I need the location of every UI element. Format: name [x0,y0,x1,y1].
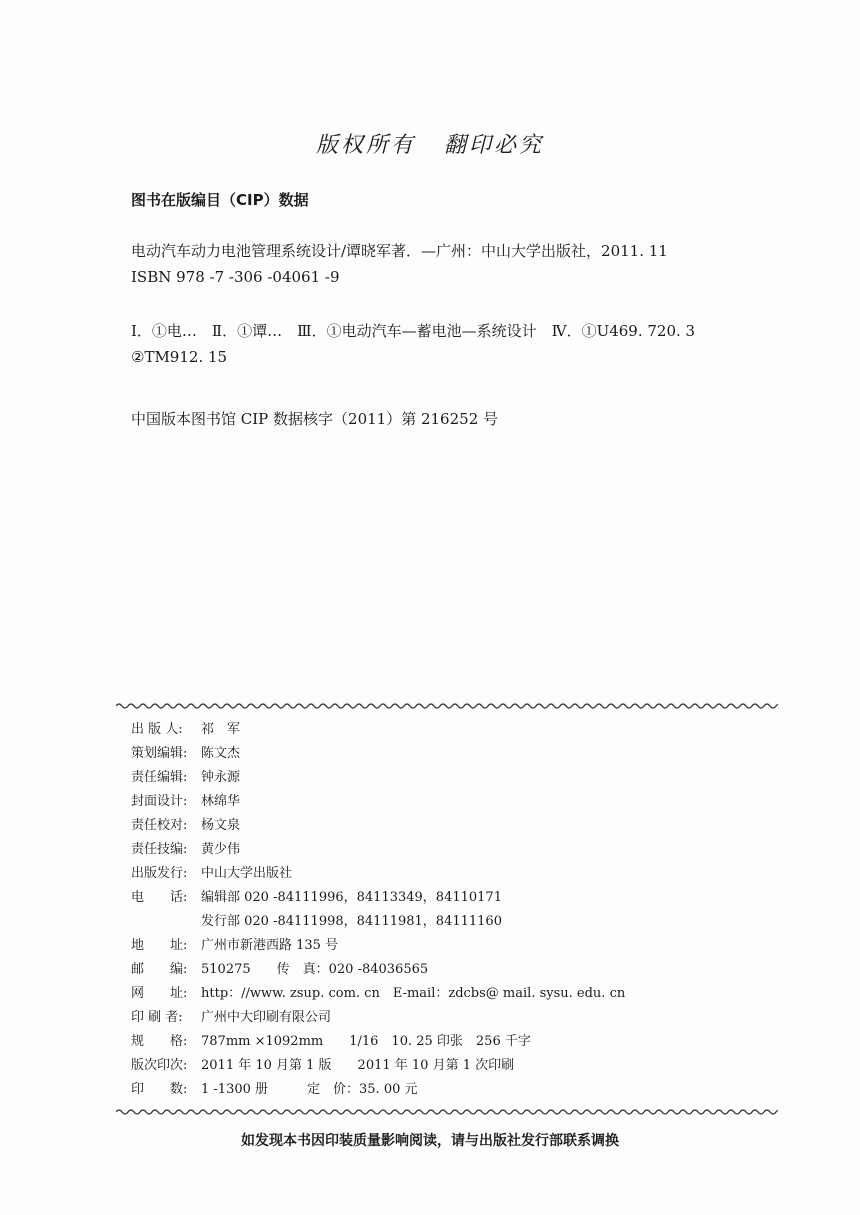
colophon-label: 封面设计: [131,794,188,809]
colophon-value: 黄少伟 [201,842,241,857]
colophon-value: 林绵华 [201,794,241,809]
colophon-label: 责任技编: [131,842,188,857]
cip-heading: 图书在版编目（CIP）数据 [131,191,309,209]
colophon-value: 广州市新港西路 135 号 [201,938,339,953]
cip-bibliographic-line: 电动汽车动力电池管理系统设计/谭晓军著．—广州：中山大学出版社，2011. 11 [131,242,668,260]
quality-notice: 如发现本书因印装质量影响阅读，请与出版社发行部联系调换 [241,1133,619,1149]
colophon-label: 印 数: [131,1082,188,1097]
colophon-label: 规 格: [131,1034,188,1049]
colophon-value: 510275 传 真：020 -84036565 [201,962,429,977]
colophon-value: 787mm ×1092mm 1/16 10. 25 印张 256 千字 [201,1034,531,1049]
colophon-value: 发行部 020 -84111998，84111981，84111160 [201,914,502,929]
colophon-value: 陈文杰 [201,746,241,761]
colophon-label: 地 址: [131,938,188,953]
classification-line-2: ②TM912. 15 [131,348,228,366]
wavy-divider-top [116,702,778,710]
colophon-value: 广州中大印刷有限公司 [201,1010,332,1025]
classification-line: Ⅰ．①电… Ⅱ．①谭… Ⅲ．①电动汽车—蓄电池—系统设计 Ⅳ．①U469. 720. 3 [131,322,696,340]
colophon-label: 出 版 人: [131,722,183,737]
colophon-value: 2011 年 10 月第 1 版 2011 年 10 月第 1 次印刷 [201,1058,515,1073]
colophon-label: 印 刷 者: [131,1010,183,1025]
colophon-value: 1 -1300 册 定 价：35. 00 元 [201,1082,418,1097]
colophon-label: 版次印次: [131,1058,188,1073]
colophon-label: 策划编辑: [131,746,188,761]
colophon-label: 邮 编: [131,962,188,977]
colophon-value: 钟永源 [201,770,241,785]
colophon-label: 网 址: [131,986,188,1001]
colophon-value: 祁 军 [201,722,241,737]
colophon-value: 编辑部 020 -84111996，84113349，84110171 [201,890,502,905]
no-reprint-text: 翻印必究 [444,133,545,158]
colophon-value: 中山大学出版社 [201,866,293,881]
colophon-value: 杨文泉 [201,818,241,833]
cip-record-number: 中国版本图书馆 CIP 数据核字（2011）第 216252 号 [131,410,499,428]
colophon-label: 电 话: [131,890,188,905]
copyright-text: 版权所有 [315,133,416,158]
copyright-notice [0,128,860,159]
colophon-label: 责任校对: [131,818,188,833]
wavy-divider-bottom [116,1108,778,1116]
colophon-label: 责任编辑: [131,770,188,785]
isbn-line: ISBN 978 -7 -306 -04061 -9 [131,268,340,286]
colophon-label: 出版发行: [131,866,188,881]
colophon-value: http：//www. zsup. com. cn E-mail：zdcbs@ mail. sysu. edu. cn [201,986,626,1001]
